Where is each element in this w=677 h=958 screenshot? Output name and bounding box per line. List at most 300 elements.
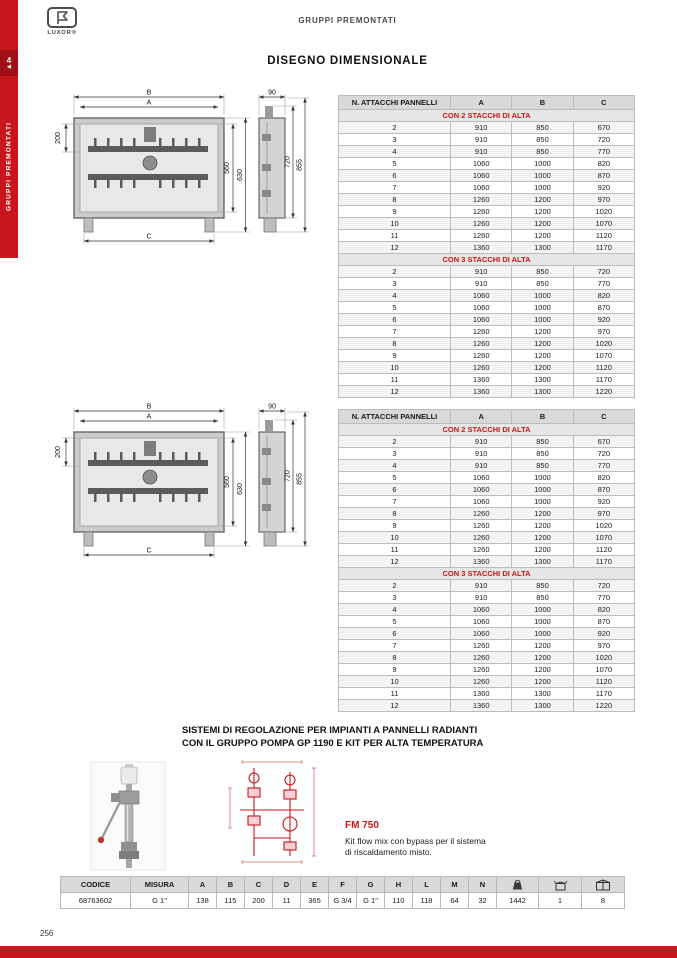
dim-value-cell: 1060 bbox=[451, 496, 512, 508]
spec-value-n: 32 bbox=[469, 893, 497, 909]
dim-value-cell: 1000 bbox=[512, 314, 573, 326]
dim-data-row bbox=[339, 230, 635, 242]
dim-value-cell: 1060 bbox=[451, 170, 512, 182]
dim-header-cell: B bbox=[512, 410, 573, 424]
carton-icon bbox=[582, 877, 625, 893]
spec-value-a: 138 bbox=[189, 893, 217, 909]
dim-label-a: A bbox=[146, 413, 152, 421]
spec-value-weight: 1442 bbox=[497, 893, 539, 909]
dim-value-cell: 2 bbox=[339, 436, 451, 448]
dim-value-cell: 7 bbox=[339, 496, 451, 508]
dim-value-cell: 920 bbox=[573, 314, 634, 326]
dim-value-cell: 1060 bbox=[451, 628, 512, 640]
spec-header-g: G bbox=[357, 877, 385, 893]
dim-label-200: 200 bbox=[55, 132, 62, 144]
dim-data-row bbox=[339, 544, 635, 556]
dim-value-cell: 1300 bbox=[512, 386, 573, 398]
dim-value-cell: 850 bbox=[512, 448, 573, 460]
dim-value-cell: 1170 bbox=[573, 374, 634, 386]
page-title: DISEGNO DIMENSIONALE bbox=[267, 55, 428, 67]
dim-value-cell: 1200 bbox=[512, 350, 573, 362]
dim-value-cell: 1000 bbox=[512, 604, 573, 616]
dim-header-row bbox=[339, 96, 635, 110]
dim-value-cell: 1000 bbox=[512, 302, 573, 314]
dim-value-cell: 7 bbox=[339, 640, 451, 652]
spec-value-misura: G 1" bbox=[131, 893, 189, 909]
dimensional-drawing-2 bbox=[52, 400, 322, 578]
dim-value-cell: 1200 bbox=[512, 326, 573, 338]
dim-value-cell: 1260 bbox=[451, 544, 512, 556]
section-title: CON 3 STACCHI DI ALTA bbox=[339, 254, 635, 266]
dim-label-90: 90 bbox=[268, 403, 276, 411]
dim-data-row bbox=[339, 314, 635, 326]
dim-value-cell: 1200 bbox=[512, 338, 573, 350]
dim-value-cell: 1060 bbox=[451, 604, 512, 616]
dim-data-row bbox=[339, 158, 635, 170]
dim-value-cell: 1060 bbox=[451, 616, 512, 628]
dim-value-cell: 1260 bbox=[451, 206, 512, 218]
section-title: CON 3 STACCHI DI ALTA bbox=[339, 568, 635, 580]
dim-value-cell: 1070 bbox=[573, 664, 634, 676]
dim-value-cell: 850 bbox=[512, 580, 573, 592]
dim-value-cell: 8 bbox=[339, 652, 451, 664]
dim-value-cell: 1200 bbox=[512, 664, 573, 676]
dim-data-row bbox=[339, 520, 635, 532]
dim-value-cell: 1260 bbox=[451, 194, 512, 206]
dim-label-630: 630 bbox=[237, 169, 244, 181]
dim-value-cell: 1260 bbox=[451, 326, 512, 338]
spec-value-codice: 68763602 bbox=[61, 893, 131, 909]
dim-value-cell: 12 bbox=[339, 700, 451, 712]
dim-value-cell: 10 bbox=[339, 218, 451, 230]
dim-data-row bbox=[339, 134, 635, 146]
spec-value-box-qty: 1 bbox=[539, 893, 582, 909]
dim-value-cell: 5 bbox=[339, 616, 451, 628]
dim-value-cell: 5 bbox=[339, 158, 451, 170]
dim-value-cell: 1300 bbox=[512, 688, 573, 700]
dim-data-row bbox=[339, 460, 635, 472]
dim-value-cell: 1000 bbox=[512, 290, 573, 302]
dim-value-cell: 1060 bbox=[451, 472, 512, 484]
dim-value-cell: 5 bbox=[339, 302, 451, 314]
spec-header-codice: CODICE bbox=[61, 877, 131, 893]
dim-value-cell: 1070 bbox=[573, 350, 634, 362]
dim-value-cell: 870 bbox=[573, 170, 634, 182]
dim-value-cell: 1260 bbox=[451, 676, 512, 688]
dim-value-cell: 1260 bbox=[451, 350, 512, 362]
dim-value-cell: 3 bbox=[339, 592, 451, 604]
spec-value-e: 365 bbox=[301, 893, 329, 909]
dim-header-cell: C bbox=[573, 410, 634, 424]
dim-value-cell: 670 bbox=[573, 436, 634, 448]
dim-value-cell: 1200 bbox=[512, 206, 573, 218]
dim-header-cell: N. ATTACCHI PANNELLI bbox=[339, 410, 451, 424]
header-category: GRUPPI PREMONTATI bbox=[298, 16, 397, 25]
spec-header-l: L bbox=[413, 877, 441, 893]
dim-data-row bbox=[339, 508, 635, 520]
dim-value-cell: 850 bbox=[512, 460, 573, 472]
dim-data-row bbox=[339, 676, 635, 688]
dim-label-c: C bbox=[146, 233, 152, 241]
dim-value-cell: 720 bbox=[573, 266, 634, 278]
dim-value-cell: 11 bbox=[339, 230, 451, 242]
dim-value-cell: 1260 bbox=[451, 362, 512, 374]
fm750-schematic-diagram bbox=[220, 758, 324, 871]
dim-value-cell: 1170 bbox=[573, 556, 634, 568]
dim-data-row bbox=[339, 350, 635, 362]
dim-label-c: C bbox=[146, 547, 152, 555]
dim-value-cell: 770 bbox=[573, 460, 634, 472]
dim-data-row bbox=[339, 302, 635, 314]
dim-value-cell: 1360 bbox=[451, 242, 512, 254]
dim-value-cell: 1000 bbox=[512, 616, 573, 628]
dim-value-cell: 1360 bbox=[451, 386, 512, 398]
dim-value-cell: 1000 bbox=[512, 170, 573, 182]
spec-value-c: 200 bbox=[245, 893, 273, 909]
dim-value-cell: 2 bbox=[339, 266, 451, 278]
dim-value-cell: 910 bbox=[451, 278, 512, 290]
dim-value-cell: 1060 bbox=[451, 302, 512, 314]
dim-value-cell: 850 bbox=[512, 278, 573, 290]
dim-value-cell: 850 bbox=[512, 266, 573, 278]
spec-value-h: 110 bbox=[385, 893, 413, 909]
spec-value-carton-qty: 8 bbox=[582, 893, 625, 909]
dim-data-row bbox=[339, 700, 635, 712]
dim-value-cell: 1170 bbox=[573, 242, 634, 254]
dim-data-row bbox=[339, 146, 635, 158]
dim-value-cell: 6 bbox=[339, 314, 451, 326]
dim-value-cell: 11 bbox=[339, 374, 451, 386]
dim-value-cell: 11 bbox=[339, 544, 451, 556]
dim-value-cell: 1020 bbox=[573, 338, 634, 350]
spec-value-b: 115 bbox=[217, 893, 245, 909]
dim-value-cell: 1020 bbox=[573, 652, 634, 664]
dim-data-row bbox=[339, 290, 635, 302]
spec-value-m: 64 bbox=[441, 893, 469, 909]
dim-label-b: B bbox=[146, 403, 152, 411]
dim-data-row bbox=[339, 242, 635, 254]
dim-data-row bbox=[339, 338, 635, 350]
dim-value-cell: 1220 bbox=[573, 700, 634, 712]
dim-value-cell: 11 bbox=[339, 688, 451, 700]
dim-value-cell: 850 bbox=[512, 592, 573, 604]
spec-header-b: B bbox=[217, 877, 245, 893]
dim-value-cell: 1070 bbox=[573, 218, 634, 230]
dim-value-cell: 820 bbox=[573, 604, 634, 616]
brand-name: LUXOR® bbox=[47, 30, 77, 36]
dim-value-cell: 850 bbox=[512, 146, 573, 158]
dim-value-cell: 3 bbox=[339, 448, 451, 460]
dim-data-row bbox=[339, 616, 635, 628]
product-description-line2: di riscaldamento misto. bbox=[345, 847, 432, 857]
dim-value-cell: 1260 bbox=[451, 664, 512, 676]
dim-header-cell: N. ATTACCHI PANNELLI bbox=[339, 96, 451, 110]
dim-value-cell: 970 bbox=[573, 508, 634, 520]
dim-data-row bbox=[339, 448, 635, 460]
dim-value-cell: 1300 bbox=[512, 242, 573, 254]
dim-data-row bbox=[339, 170, 635, 182]
dim-value-cell: 7 bbox=[339, 182, 451, 194]
dim-value-cell: 910 bbox=[451, 146, 512, 158]
dim-value-cell: 670 bbox=[573, 122, 634, 134]
dim-data-row bbox=[339, 122, 635, 134]
dim-value-cell: 1360 bbox=[451, 688, 512, 700]
dim-value-cell: 6 bbox=[339, 628, 451, 640]
dimension-table-2 bbox=[338, 409, 635, 712]
dim-header-cell: B bbox=[512, 96, 573, 110]
dim-data-row bbox=[339, 688, 635, 700]
dim-label-855: 855 bbox=[296, 473, 304, 485]
dim-value-cell: 1200 bbox=[512, 362, 573, 374]
dim-value-cell: 12 bbox=[339, 556, 451, 568]
dim-value-cell: 910 bbox=[451, 266, 512, 278]
dim-value-cell: 4 bbox=[339, 290, 451, 302]
dim-value-cell: 2 bbox=[339, 580, 451, 592]
dim-value-cell: 920 bbox=[573, 496, 634, 508]
dim-header-cell: A bbox=[451, 410, 512, 424]
dim-value-cell: 1170 bbox=[573, 688, 634, 700]
dim-value-cell: 7 bbox=[339, 326, 451, 338]
bottom-red-bar bbox=[0, 946, 677, 958]
spec-value-d: 11 bbox=[273, 893, 301, 909]
dim-value-cell: 720 bbox=[573, 580, 634, 592]
dim-value-cell: 8 bbox=[339, 338, 451, 350]
dim-label-720: 720 bbox=[284, 156, 292, 168]
dim-value-cell: 1200 bbox=[512, 520, 573, 532]
dim-value-cell: 8 bbox=[339, 194, 451, 206]
dim-value-cell: 1070 bbox=[573, 532, 634, 544]
dim-value-cell: 970 bbox=[573, 326, 634, 338]
dim-value-cell: 10 bbox=[339, 362, 451, 374]
dim-value-cell: 1000 bbox=[512, 628, 573, 640]
spec-header-misura: MISURA bbox=[131, 877, 189, 893]
dim-data-row bbox=[339, 278, 635, 290]
dim-value-cell: 770 bbox=[573, 146, 634, 158]
dim-value-cell: 1060 bbox=[451, 314, 512, 326]
regulation-heading-line1: SISTEMI DI REGOLAZIONE PER IMPIANTI A PANNELLI RADIANTI bbox=[182, 725, 478, 736]
spec-header-f: F bbox=[329, 877, 357, 893]
dim-value-cell: 850 bbox=[512, 122, 573, 134]
section-title-row bbox=[339, 110, 635, 122]
dim-value-cell: 720 bbox=[573, 134, 634, 146]
dim-value-cell: 820 bbox=[573, 290, 634, 302]
dim-value-cell: 770 bbox=[573, 592, 634, 604]
dim-value-cell: 820 bbox=[573, 472, 634, 484]
dim-value-cell: 920 bbox=[573, 182, 634, 194]
dim-value-cell: 970 bbox=[573, 194, 634, 206]
dim-value-cell: 5 bbox=[339, 472, 451, 484]
dim-value-cell: 850 bbox=[512, 436, 573, 448]
dim-value-cell: 1120 bbox=[573, 676, 634, 688]
dim-label-720: 720 bbox=[284, 470, 292, 482]
dim-data-row bbox=[339, 652, 635, 664]
dim-data-row bbox=[339, 218, 635, 230]
dim-data-row bbox=[339, 556, 635, 568]
dim-value-cell: 820 bbox=[573, 158, 634, 170]
dim-value-cell: 770 bbox=[573, 278, 634, 290]
dim-value-cell: 1020 bbox=[573, 206, 634, 218]
dim-value-cell: 870 bbox=[573, 484, 634, 496]
dim-value-cell: 850 bbox=[512, 134, 573, 146]
dim-value-cell: 910 bbox=[451, 580, 512, 592]
spec-header-c: C bbox=[245, 877, 273, 893]
spec-header-e: E bbox=[301, 877, 329, 893]
dim-value-cell: 1360 bbox=[451, 374, 512, 386]
dim-label-200: 200 bbox=[55, 446, 62, 458]
dim-value-cell: 1200 bbox=[512, 544, 573, 556]
regulation-heading bbox=[182, 724, 552, 750]
dim-value-cell: 910 bbox=[451, 592, 512, 604]
spec-table bbox=[60, 876, 625, 909]
dimension-table-1 bbox=[338, 95, 635, 398]
dim-value-cell: 1060 bbox=[451, 484, 512, 496]
weight-icon bbox=[497, 877, 539, 893]
dim-value-cell: 4 bbox=[339, 146, 451, 158]
sidebar-tab-arrow-icon: ◀ bbox=[7, 64, 11, 70]
dim-value-cell: 1000 bbox=[512, 472, 573, 484]
dim-value-cell: 910 bbox=[451, 122, 512, 134]
page-number: 256 bbox=[40, 929, 54, 938]
dim-value-cell: 1260 bbox=[451, 218, 512, 230]
dim-data-row bbox=[339, 592, 635, 604]
dim-value-cell: 1200 bbox=[512, 194, 573, 206]
dim-header-cell: C bbox=[573, 96, 634, 110]
dim-data-row bbox=[339, 194, 635, 206]
dim-value-cell: 720 bbox=[573, 448, 634, 460]
spec-header-m: M bbox=[441, 877, 469, 893]
dim-value-cell: 1200 bbox=[512, 640, 573, 652]
sidebar-category-label: GRUPPI PREMONTATI bbox=[5, 121, 13, 211]
product-photo bbox=[85, 760, 171, 877]
dim-value-cell: 10 bbox=[339, 532, 451, 544]
regulation-heading-line2: CON IL GRUPPO POMPA GP 1190 E KIT PER ALTA TEMPERATURA bbox=[182, 738, 484, 749]
dim-value-cell: 1120 bbox=[573, 362, 634, 374]
dim-value-cell: 1200 bbox=[512, 652, 573, 664]
dim-value-cell: 10 bbox=[339, 676, 451, 688]
dim-value-cell: 1300 bbox=[512, 700, 573, 712]
dim-value-cell: 920 bbox=[573, 628, 634, 640]
box-icon bbox=[539, 877, 582, 893]
dim-value-cell: 910 bbox=[451, 448, 512, 460]
dim-value-cell: 1060 bbox=[451, 158, 512, 170]
dim-data-row bbox=[339, 664, 635, 676]
dim-value-cell: 1260 bbox=[451, 652, 512, 664]
dim-data-row bbox=[339, 182, 635, 194]
dim-value-cell: 1300 bbox=[512, 556, 573, 568]
dim-value-cell: 1200 bbox=[512, 676, 573, 688]
section-title: CON 2 STACCHI DI ALTA bbox=[339, 110, 635, 122]
dim-value-cell: 1260 bbox=[451, 338, 512, 350]
dim-data-row bbox=[339, 496, 635, 508]
dim-data-row bbox=[339, 374, 635, 386]
dim-value-cell: 12 bbox=[339, 386, 451, 398]
dim-value-cell: 1120 bbox=[573, 544, 634, 556]
section-title-row bbox=[339, 568, 635, 580]
dim-value-cell: 1200 bbox=[512, 230, 573, 242]
dim-data-row bbox=[339, 484, 635, 496]
product-description bbox=[345, 836, 486, 858]
dim-data-row bbox=[339, 206, 635, 218]
dim-value-cell: 6 bbox=[339, 170, 451, 182]
product-description-line1: Kit flow mix con bypass per il sistema bbox=[345, 836, 486, 846]
spec-header-n: N bbox=[469, 877, 497, 893]
dim-value-cell: 1020 bbox=[573, 520, 634, 532]
dim-value-cell: 910 bbox=[451, 134, 512, 146]
dim-data-row bbox=[339, 580, 635, 592]
dim-label-560: 560 bbox=[224, 476, 231, 488]
dim-value-cell: 3 bbox=[339, 134, 451, 146]
dim-value-cell: 1220 bbox=[573, 386, 634, 398]
dim-value-cell: 1000 bbox=[512, 484, 573, 496]
dim-value-cell: 1000 bbox=[512, 158, 573, 170]
dim-value-cell: 2 bbox=[339, 122, 451, 134]
dim-value-cell: 910 bbox=[451, 460, 512, 472]
dim-value-cell: 6 bbox=[339, 484, 451, 496]
dim-label-560: 560 bbox=[224, 162, 231, 174]
dim-header-row bbox=[339, 410, 635, 424]
spec-value-g: G 1" bbox=[357, 893, 385, 909]
dim-value-cell: 8 bbox=[339, 508, 451, 520]
section-title: CON 2 STACCHI DI ALTA bbox=[339, 424, 635, 436]
dim-header-cell: A bbox=[451, 96, 512, 110]
section-title-row bbox=[339, 424, 635, 436]
dim-value-cell: 1200 bbox=[512, 218, 573, 230]
spec-value-f: G 3/4 bbox=[329, 893, 357, 909]
dim-data-row bbox=[339, 604, 635, 616]
spec-value-l: 118 bbox=[413, 893, 441, 909]
dim-value-cell: 3 bbox=[339, 278, 451, 290]
dim-label-630: 630 bbox=[237, 483, 244, 495]
dim-value-cell: 1300 bbox=[512, 374, 573, 386]
dim-value-cell: 1060 bbox=[451, 290, 512, 302]
dim-value-cell: 12 bbox=[339, 242, 451, 254]
dim-data-row bbox=[339, 640, 635, 652]
dim-value-cell: 4 bbox=[339, 460, 451, 472]
dim-value-cell: 1260 bbox=[451, 520, 512, 532]
dim-value-cell: 910 bbox=[451, 436, 512, 448]
spec-header-h: H bbox=[385, 877, 413, 893]
dim-value-cell: 1120 bbox=[573, 230, 634, 242]
dim-value-cell: 1200 bbox=[512, 508, 573, 520]
dim-value-cell: 1000 bbox=[512, 182, 573, 194]
product-code: FM 750 bbox=[345, 820, 379, 831]
dim-value-cell: 9 bbox=[339, 350, 451, 362]
section-title-row bbox=[339, 254, 635, 266]
dim-label-a: A bbox=[146, 99, 152, 107]
dim-value-cell: 9 bbox=[339, 520, 451, 532]
dim-data-row bbox=[339, 266, 635, 278]
dim-value-cell: 1060 bbox=[451, 182, 512, 194]
dim-value-cell: 870 bbox=[573, 616, 634, 628]
spec-header-d: D bbox=[273, 877, 301, 893]
dim-data-row bbox=[339, 386, 635, 398]
dim-value-cell: 1360 bbox=[451, 700, 512, 712]
dim-value-cell: 9 bbox=[339, 206, 451, 218]
dim-label-90: 90 bbox=[268, 89, 276, 97]
dim-value-cell: 1200 bbox=[512, 532, 573, 544]
dim-value-cell: 4 bbox=[339, 604, 451, 616]
dimensional-drawing-1 bbox=[52, 86, 322, 264]
dim-label-b: B bbox=[146, 89, 152, 97]
spec-data-row bbox=[61, 893, 625, 909]
dim-value-cell: 1260 bbox=[451, 508, 512, 520]
dim-data-row bbox=[339, 628, 635, 640]
dim-value-cell: 1000 bbox=[512, 496, 573, 508]
dim-data-row bbox=[339, 436, 635, 448]
dim-data-row bbox=[339, 532, 635, 544]
dim-label-855: 855 bbox=[296, 159, 304, 171]
dim-data-row bbox=[339, 362, 635, 374]
